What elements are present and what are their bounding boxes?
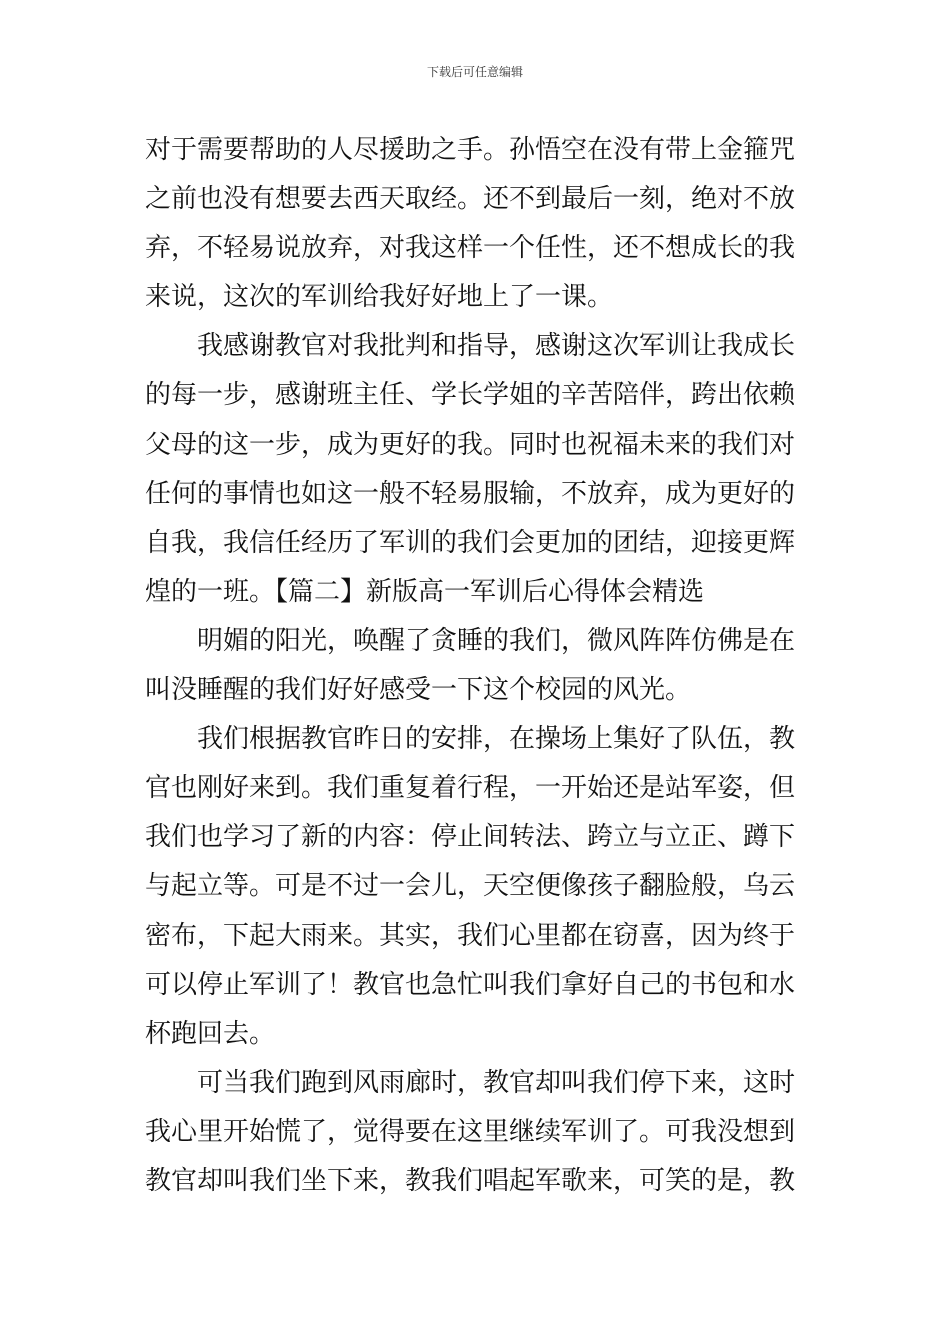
text-line: 来说，这次的军训给我好好地上了一课。 (145, 282, 614, 313)
text-line: 可当我们跑到风雨廊时，教官却叫我们停下来，这时 (145, 1067, 796, 1098)
text-line: 我们根据教官昨日的安排，在操场上集好了队伍，教 (145, 724, 796, 755)
text-line: 密布，下起大雨来。其实，我们心里都在窃喜，因为终于 (145, 920, 796, 951)
text-line: 自我，我信任经历了军训的我们会更加的团结，迎接更辉 (145, 527, 796, 558)
text-line: 我心里开始慌了，觉得要在这里继续军训了。可我没想到 (145, 1116, 796, 1147)
text-line: 煌的一班。【篇二】新版高一军训后心得体会精选 (145, 576, 705, 607)
text-line: 杯跑回去。 (145, 1018, 276, 1049)
text-line: 教官却叫我们坐下来，教我们唱起军歌来，可笑的是，教 (145, 1165, 796, 1196)
text-line: 任何的事情也如这一般不轻易服输，不放弃，成为更好的 (145, 478, 796, 509)
text-line: 与起立等。可是不过一会儿，天空便像孩子翻脸般，乌云 (145, 871, 796, 902)
text-line: 父母的这一步，成为更好的我。同时也祝福未来的我们对 (145, 429, 796, 460)
text-line: 对于需要帮助的人尽援助之手。孙悟空在没有带上金箍咒 (145, 135, 796, 165)
text-line: 之前也没有想要去西天取经。还不到最后一刻，绝对不放 (145, 184, 796, 215)
text-line: 叫没睡醒的我们好好感受一下这个校园的风光。 (145, 675, 692, 706)
document-body (145, 126, 810, 1206)
text-line: 可以停止军训了！教官也急忙叫我们拿好自己的书包和水 (145, 969, 796, 1000)
text-line: 弃，不轻易说放弃，对我这样一个任性，还不想成长的我 (145, 233, 796, 264)
page-header: 下载后可任意编辑 (426, 65, 523, 79)
text-line: 的每一步，感谢班主任、学长学姐的辛苦陪伴，跨出依赖 (145, 380, 796, 411)
text-line: 明媚的阳光，唤醒了贪睡的我们，微风阵阵仿佛是在 (145, 625, 796, 656)
text-line: 官也刚好来到。我们重复着行程，一开始还是站军姿，但 (145, 773, 796, 804)
text-line: 我们也学习了新的内容：停止间转法、跨立与立正、蹲下 (145, 822, 796, 853)
text-line: 我感谢教官对我批判和指导，感谢这次军训让我成长 (145, 331, 796, 362)
